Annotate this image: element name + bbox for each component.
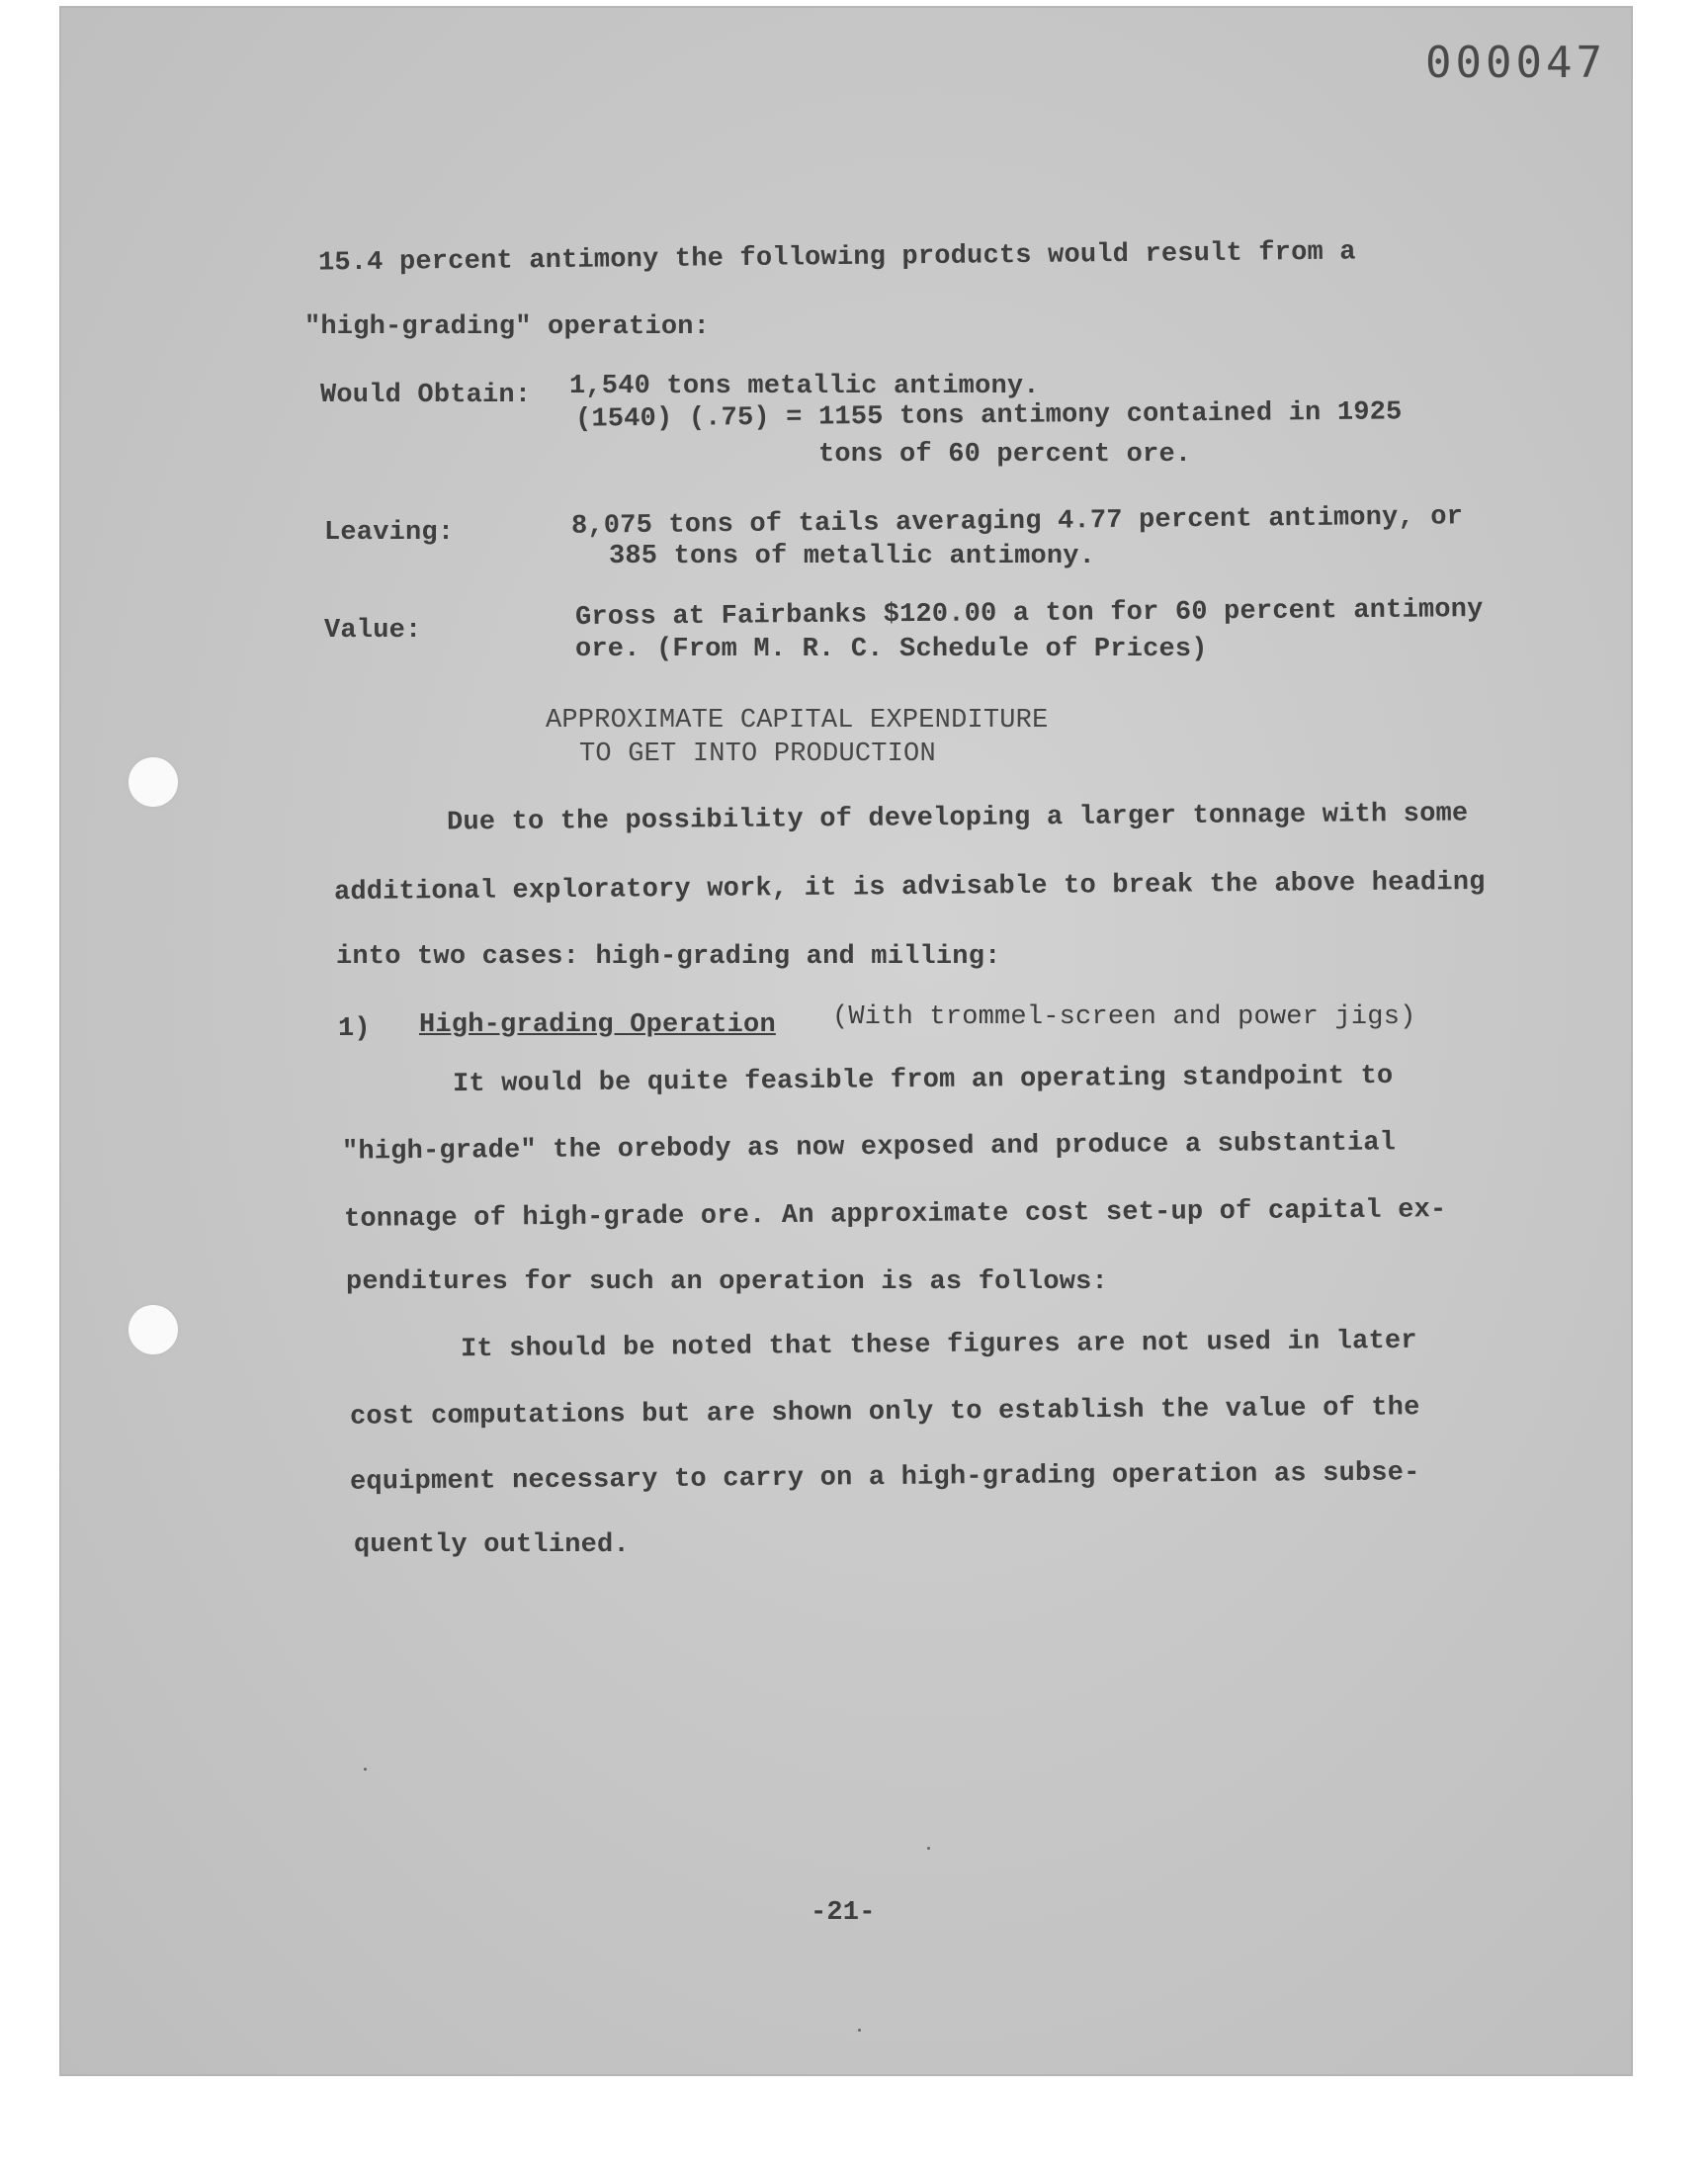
- punch-hole: [128, 757, 178, 807]
- section-heading: TO GET INTO PRODUCTION: [579, 740, 936, 769]
- would-obtain-label: Would Obtain:: [320, 381, 532, 410]
- intro-line: "high-grading" operation:: [304, 312, 711, 342]
- paragraph-line: It would be quite feasible from an operating standpoint to: [452, 1061, 1394, 1100]
- punch-hole: [128, 1305, 178, 1354]
- value-label: Value:: [324, 616, 422, 646]
- document-page: [61, 8, 1631, 2074]
- value-line: ore. (From M. R. C. Schedule of Prices): [575, 635, 1208, 664]
- paper-speck: [858, 2029, 861, 2032]
- section-heading: APPROXIMATE CAPITAL EXPENDITURE: [546, 706, 1049, 736]
- case-note: (With trommel-screen and power jigs): [832, 1002, 1416, 1032]
- paragraph-line: cost computations but are shown only to establish the value of the: [349, 1393, 1420, 1433]
- would-obtain-line: 1,540 tons metallic antimony.: [569, 372, 1040, 401]
- paragraph-line: penditures for such an operation is as follows:: [346, 1267, 1108, 1297]
- would-obtain-line: (1540) (.75) = 1155 tons antimony contained in 1925: [574, 397, 1403, 435]
- leaving-line: 8,075 tons of tails averaging 4.77 percent antimony, or: [570, 502, 1464, 542]
- paragraph-line: equipment necessary to carry on a high-grading operation as subse-: [349, 1458, 1420, 1498]
- would-obtain-line: tons of 60 percent ore.: [818, 440, 1192, 470]
- paper-speck: [364, 1768, 367, 1771]
- paragraph-line: Due to the possibility of developing a larger tonnage with some: [446, 799, 1469, 838]
- paragraph-line: into two cases: high-grading and milling:: [336, 942, 1001, 972]
- page-number: -21-: [811, 1898, 876, 1928]
- paragraph-line: "high-grade" the orebody as now exposed and produce a substantial: [341, 1128, 1397, 1168]
- value-line: Gross at Fairbanks $120.00 a ton for 60 percent antimony: [574, 594, 1484, 634]
- paragraph-line: quently outlined.: [354, 1530, 630, 1560]
- case-title: High-grading Operation: [419, 1010, 776, 1040]
- paper-speck: [927, 1847, 930, 1850]
- paragraph-line: It should be noted that these figures are not used in later: [460, 1326, 1417, 1365]
- paragraph-line: additional exploratory work, it is advisable to break the above heading: [333, 867, 1486, 909]
- leaving-label: Leaving:: [324, 518, 455, 548]
- case-number: 1): [338, 1014, 371, 1044]
- intro-line: 15.4 percent antimony the following products would result from a: [317, 237, 1356, 279]
- paragraph-line: tonnage of high-grade ore. An approximate cost set-up of capital ex-: [343, 1195, 1447, 1235]
- document-stamp-number: 000047: [1425, 38, 1606, 88]
- leaving-line: 385 tons of metallic antimony.: [609, 542, 1096, 571]
